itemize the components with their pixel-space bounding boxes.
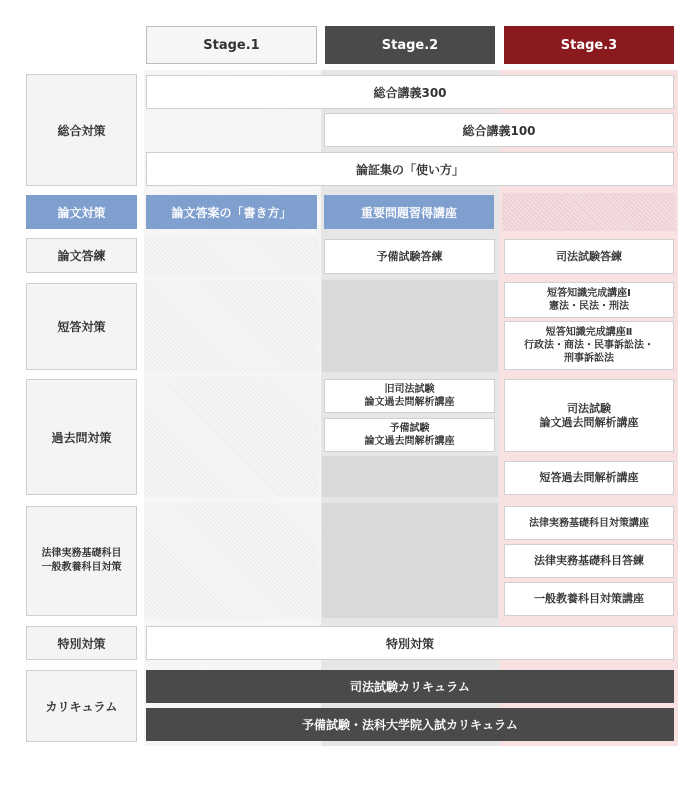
- empty-cell: [322, 280, 498, 372]
- row-label-houritsu: [26, 506, 137, 616]
- course-tantou1[interactable]: [504, 282, 674, 318]
- course-yobi-kako-line1: 予備試験: [389, 423, 430, 434]
- empty-cell: [144, 503, 319, 618]
- empty-cell: [144, 377, 319, 497]
- course-tantou2-line2: 行政法・商法・民事訴訟法・: [524, 340, 654, 351]
- empty-cell: [322, 503, 498, 618]
- course-tantou1-line2: 憲法・民法・刑法: [549, 301, 629, 312]
- row-label-ronbun: 論文対策: [26, 195, 137, 229]
- row-label-tokubetsu: 特別対策: [26, 626, 137, 660]
- row-label-houritsu-line1: 法律実務基礎科目: [41, 548, 122, 559]
- course-jitsumu-taisaku[interactable]: 法律実務基礎科目対策講座: [504, 506, 674, 540]
- course-juuyou[interactable]: 重要問題習得講座: [324, 195, 494, 229]
- row-label-houritsu-line2: 一般教養科目対策: [41, 562, 122, 573]
- course-yobi-touren[interactable]: 予備試験答練: [324, 239, 495, 274]
- course-shihou-kako-line2: 論文過去問解析講座: [539, 415, 639, 429]
- row-label-ronbun-touren: 論文答練: [26, 238, 137, 273]
- row-label-curriculum: カリキュラム: [26, 670, 137, 742]
- course-yobi-curriculum[interactable]: 予備試験・法科大学院入試カリキュラム: [146, 708, 674, 741]
- empty-cell: [144, 236, 319, 275]
- course-yobi-kako[interactable]: [324, 418, 495, 452]
- row-label-kakomon: 過去問対策: [26, 379, 137, 495]
- course-kyuu-line2: 論文過去問解析講座: [364, 397, 455, 408]
- course-shihou-touren[interactable]: 司法試験答練: [504, 239, 674, 274]
- row-label-tantou: 短答対策: [26, 283, 137, 370]
- course-sougou300[interactable]: 総合講義300: [146, 75, 674, 109]
- course-yobi-kako-line2: 論文過去問解析講座: [364, 436, 455, 447]
- course-tantou1-line1: 短答知識完成講座Ⅰ: [547, 288, 631, 299]
- course-shihou-kako[interactable]: [504, 379, 674, 452]
- course-ronshou[interactable]: 論証集の「使い方」: [146, 152, 674, 186]
- course-kyuu-line1: 旧司法試験: [384, 384, 435, 395]
- course-tantou-kako[interactable]: 短答過去問解析講座: [504, 461, 674, 495]
- course-sougou100[interactable]: 総合講義100: [324, 113, 674, 147]
- stage3-header: Stage.3: [504, 26, 674, 64]
- course-ronbun-kakikata[interactable]: 論文答案の「書き方」: [146, 195, 317, 229]
- course-jitsumu-touren[interactable]: 法律実務基礎科目答練: [504, 544, 674, 578]
- empty-cell: [322, 456, 498, 497]
- course-kyuu-shihou-kako[interactable]: [324, 379, 495, 413]
- course-tokubetsu[interactable]: 特別対策: [146, 626, 674, 660]
- course-tantou2-line1: 短答知識完成講座Ⅱ: [545, 327, 633, 338]
- course-tantou2[interactable]: [504, 321, 674, 370]
- stage2-header: Stage.2: [325, 26, 495, 64]
- stage1-header: Stage.1: [146, 26, 317, 64]
- course-shihou-kako-line1: 司法試験: [567, 401, 611, 415]
- course-shihou-curriculum[interactable]: 司法試験カリキュラム: [146, 670, 674, 703]
- course-tantou2-line3: 刑事訴訟法: [564, 353, 614, 364]
- row-label-sougou: 総合対策: [26, 74, 137, 186]
- empty-cell: [502, 193, 676, 231]
- course-ippan-kyouyou[interactable]: 一般教養科目対策講座: [504, 582, 674, 616]
- empty-cell: [144, 280, 319, 372]
